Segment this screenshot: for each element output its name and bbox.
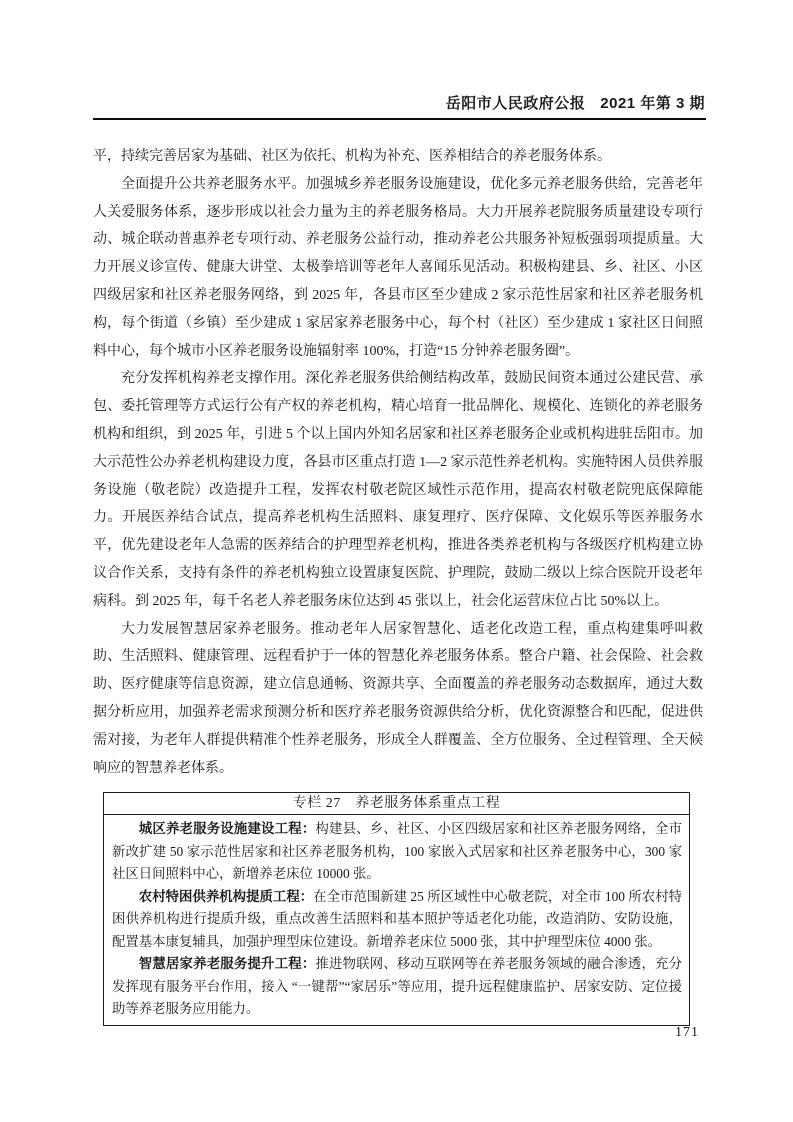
panel-item-lead: 城区养老服务设施建设工程： [138, 821, 316, 836]
panel-item-text: 推进物联网、移动互联网等在养老服务领域的融合渗透，充分发挥现有服务平台作用，接入 “一键帮”“家居乐”等应用，提升远程健康监护、居家安防、定位援助等养老服务应用能力。 [112, 956, 683, 1016]
journal-title: 岳阳市人民政府公报 [445, 95, 586, 112]
panel-item-text: 构建县、乡、社区、小区四级居家和社区养老服务网络，全市新改扩建 50 家示范性居家和社区养老服务机构，100 家嵌入式居家和社区养老服务中心，300 家社区日间照料中心，新增养老床位 10000 张。 [112, 821, 683, 881]
special-column-panel [103, 792, 690, 1026]
panel-item-lead: 农村特困供养机构提质工程： [138, 888, 314, 904]
panel-body [104, 815, 689, 1025]
panel-item [112, 953, 682, 1021]
body-paragraph: 平，持续完善居家为基础、社区为依托、机构为补充、医养相结合的养老服务体系。 [93, 149, 611, 164]
panel-item [112, 886, 682, 954]
issue-label: 2021 年第 3 期 [600, 95, 705, 112]
panel-title: 专栏 27 养老服务体系重点工程 [104, 793, 689, 815]
document-body [93, 143, 703, 782]
page-header [93, 94, 705, 114]
body-paragraph: 充分发挥机构养老支撑作用。深化养老服务供给侧结构改革，鼓励民间资本通过公建民营、承包、委托管理等方式运行公有产权的养老机构，精心培育一批品牌化、规模化、连锁化的养老服务机构和组织，到 2025 年，引进 5 个以上国内外知名居家和社区养老服务企业或机构进驻岳阳市。加大示范性公办养老机构建设力度，各县市区重点打造 1—2 家示范性养老机构。实施特困人员供养服务设施（敬老院）改造提升工程，发挥农村敬老院区域性示范作用，提高农村敬老院兜底保障能力。开展医养结合试点，提高养老机构生活照料、康复理疗、医疗保障、文化娱乐等医养服务水平，优先建设老年人急需的医养结合的护理型养老机构，推进各类养老机构与各级医疗机构建立协议合作关系，支持有条件的养老机构独立设置康复医院、护理院，鼓励二级以上综合医院开设老年病科。到 2025 年，每千名老人养老服务床位达到 45 张以上，社会化运营床位占比 50%以上。 [93, 371, 703, 609]
panel-item-text: 在全市范围新建 25 所区域性中心敬老院，对全市 100 所农村特困供养机构进行提质升级，重点改善生活照料和基本照护等适老化功能，改造消防、安防设施，配置基本康复辅具，加强护理型床位建设。新增养老床位 5000 张，其中护理型床位 4000 张。 [112, 888, 683, 949]
body-paragraph: 大力发展智慧居家养老服务。推动老年人居家智慧化、适老化改造工程，重点构建集呼叫救助、生活照料、健康管理、远程看护于一体的智慧化养老服务体系。整合户籍、社会保险、社会救助、医疗健康等信息资源，建立信息通畅、资源共享、全面覆盖的养老服务动态数据库，通过大数据分析应用，加强养老需求预测分析和医疗养老服务资源供给分析，优化资源整合和匹配，促进供需对接，为老年人群提供精准个性养老服务，形成全人群覆盖、全方位服务、全过程管理、全天候响应的智慧养老体系。 [93, 621, 703, 776]
panel-item-lead: 智慧居家养老服务提升工程： [138, 956, 316, 971]
header-rule [93, 118, 706, 120]
panel-item [112, 818, 682, 886]
page-number: 171 [675, 1025, 699, 1040]
body-paragraph: 全面提升公共养老服务水平。加强城乡养老服务设施建设，优化多元养老服务供给，完善老年人关爱服务体系，逐步形成以社会力量为主的养老服务格局。大力开展养老院服务质量建设专项行动、城企联动普惠养老专项行动、养老服务公益行动，推动养老公共服务补短板强弱项提质量。大力开展义诊宣传、健康大讲堂、太极拳培训等老年人喜闻乐见活动。积极构建县、乡、社区、小区四级居家和社区养老服务网络，到 2025 年，各县市区至少建成 2 家示范性居家和社区养老服务机构，每个街道（乡镇）至少建成 1 家居家养老服务中心，每个村（社区）至少建成 1 家社区日间照料中心，每个城市小区养老服务设施辐射率 100%，打造“15 分钟养老服务圈”。 [93, 176, 703, 359]
